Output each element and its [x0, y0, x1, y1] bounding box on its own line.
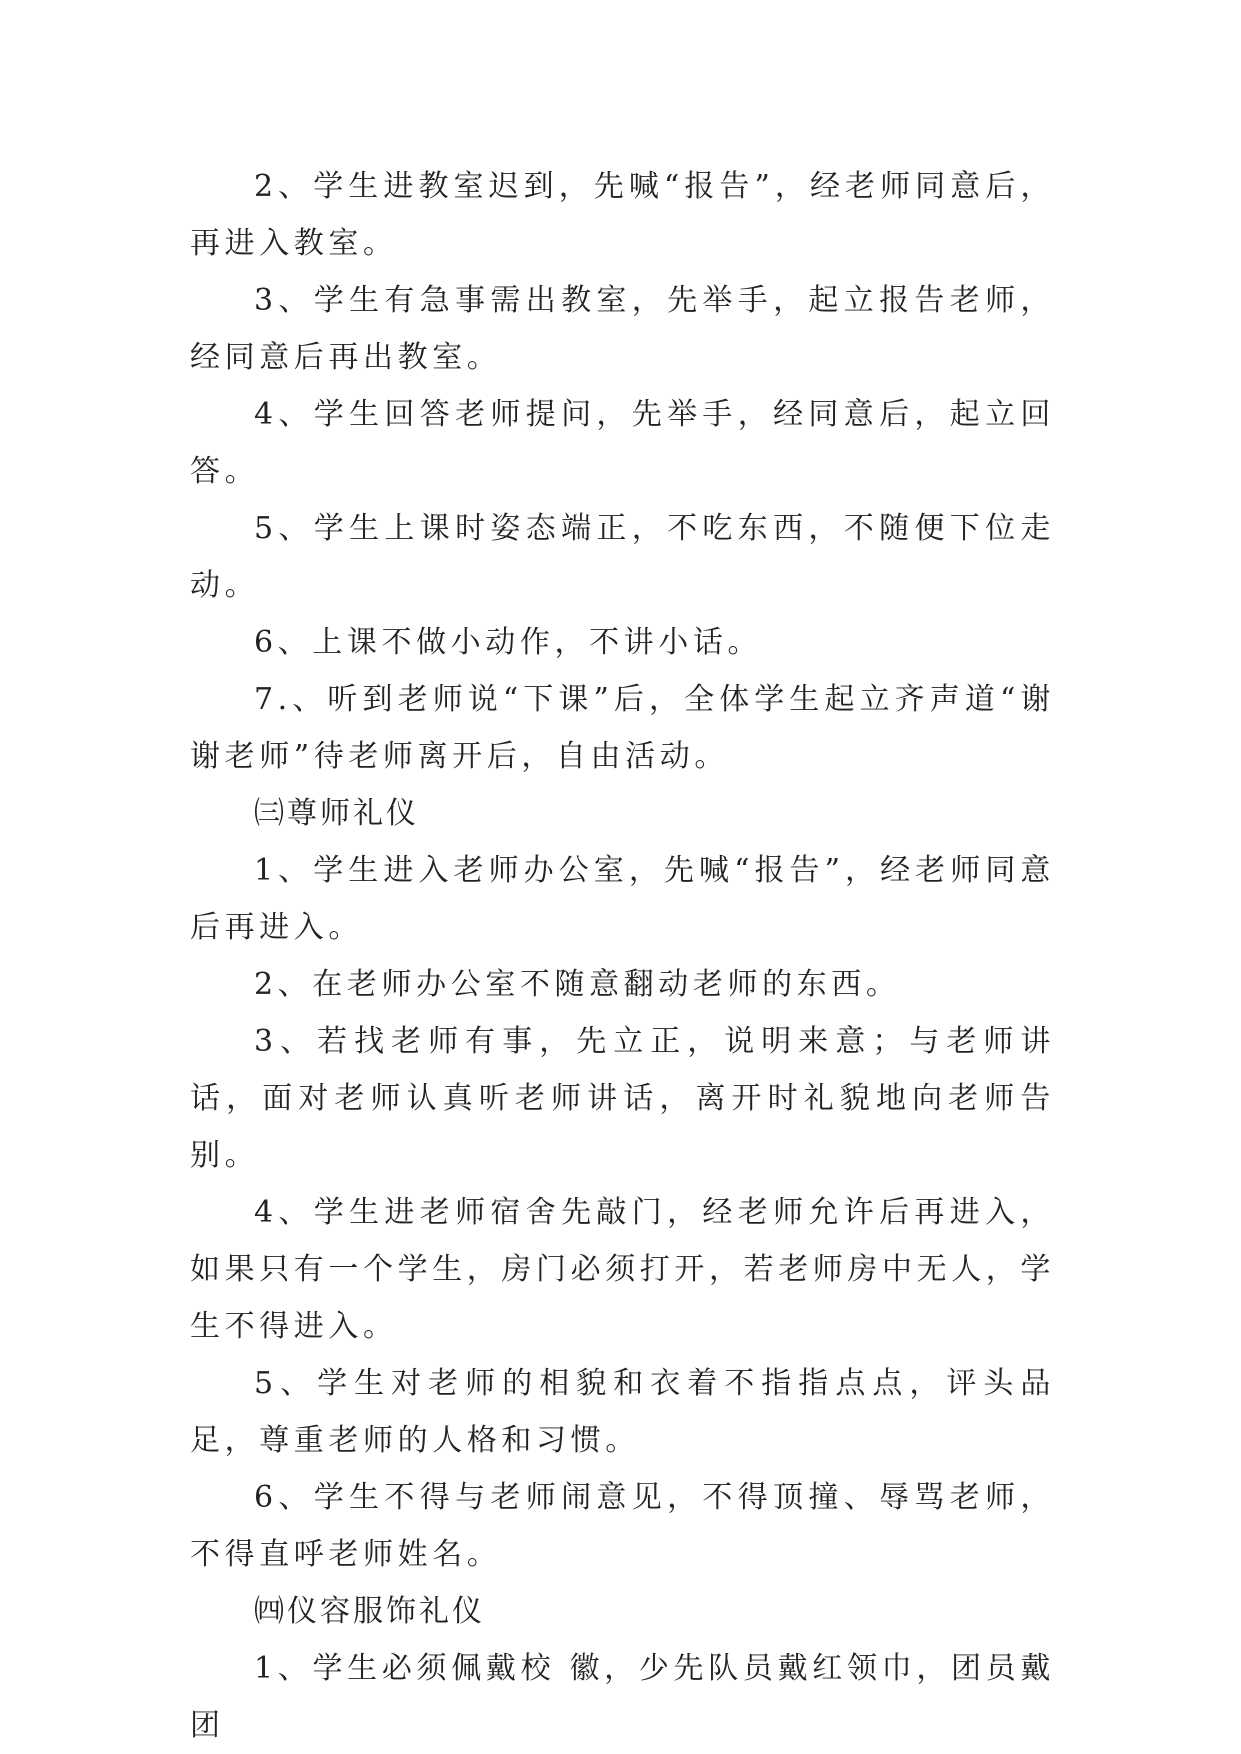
paragraph-no-disrespect: 6、学生不得与老师闹意见，不得顶撞、辱骂老师，不得直呼老师姓名。: [190, 1480, 1055, 1572]
paragraph-enter-office: 1、学生进入老师办公室，先喊“报告”，经老师同意后再进入。: [190, 853, 1055, 945]
section-heading-respect-teacher: ㈢尊师礼仪: [254, 796, 419, 831]
paragraph-posture: 5、学生上课时姿态端正，不吃东西，不随便下位走动。: [190, 511, 1055, 603]
paragraph-leave-class: 3、学生有急事需出教室，先举手，起立报告老师，经同意后再出教室。: [190, 283, 1055, 375]
paragraph-teacher-appearance: 5、学生对老师的相貌和衣着不指指点点，评头品足，尊重老师的人格和习惯。: [190, 1366, 1055, 1458]
paragraph-teacher-dormitory: 4、学生进老师宿舍先敲门，经老师允许后再进入，如果只有一个学生，房门必须打开，若老师房中无人，学生不得进入。: [190, 1195, 1055, 1344]
document-body: [190, 158, 1055, 1754]
paragraph-talk-to-teacher: 3、若找老师有事，先立正，说明来意；与老师讲话，面对老师认真听老师讲话，离开时礼貌地向老师告别。: [190, 1024, 1055, 1173]
paragraph-answer-question: 4、学生回答老师提问，先举手，经同意后，起立回答。: [190, 397, 1055, 489]
section-heading-dress-code: ㈣仪容服饰礼仪: [254, 1594, 485, 1629]
paragraph-no-small-talk: 6、上课不做小动作，不讲小话。: [254, 625, 763, 660]
paragraph-school-badge: 1、学生必须佩戴校 徽，少先队员戴红领巾，团员戴团: [190, 1651, 1055, 1743]
paragraph-class-dismissed: 7.、听到老师说“下课”后，全体学生起立齐声道“谢谢老师”待老师离开后，自由活动。: [190, 682, 1055, 774]
paragraph-office-belongings: 2、在老师办公室不随意翻动老师的东西。: [254, 967, 901, 1002]
paragraph-class-late: 2、学生进教室迟到，先喊“报告”，经老师同意后，再进入教室。: [190, 169, 1055, 261]
